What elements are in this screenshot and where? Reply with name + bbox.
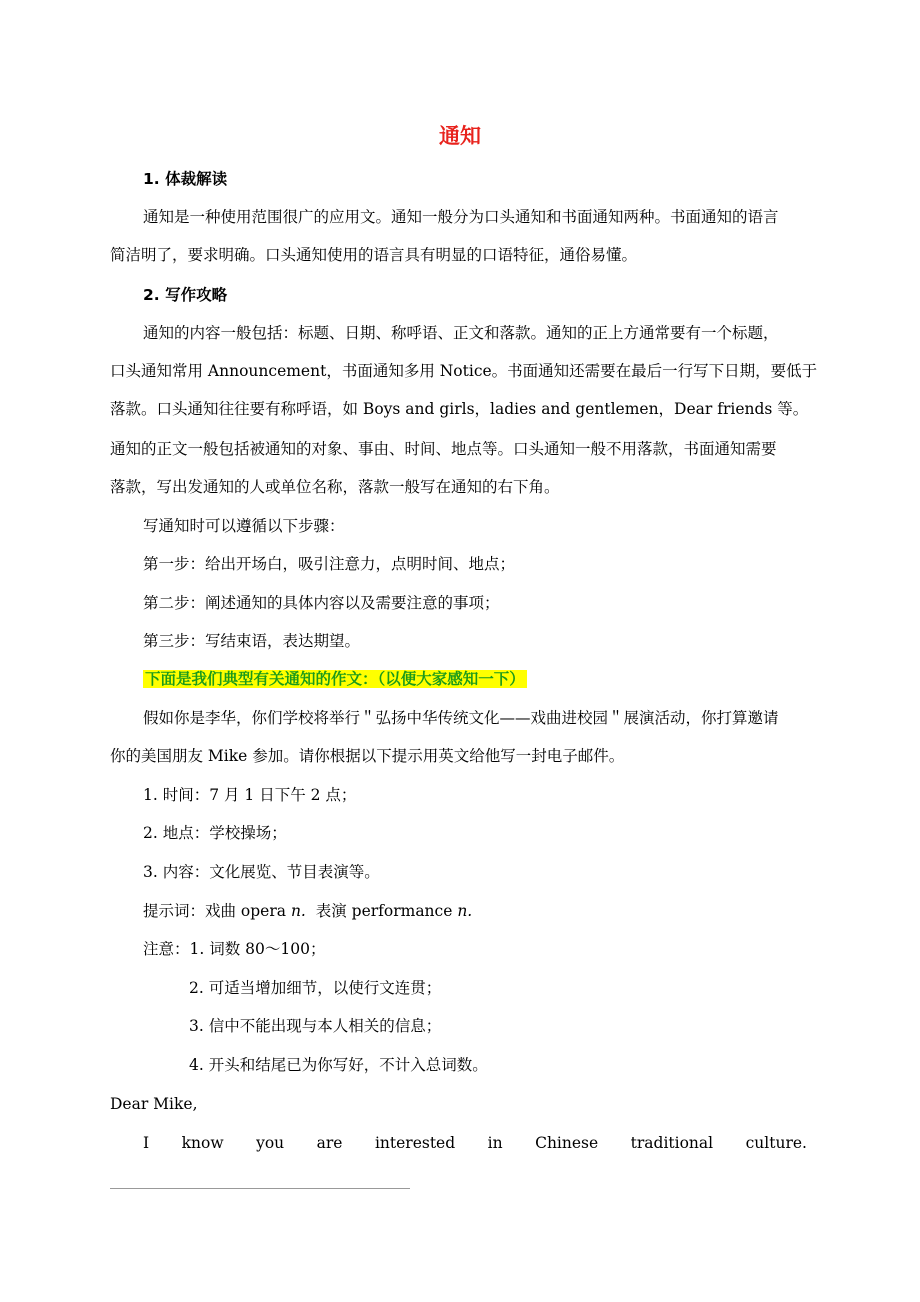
paragraph-line: 通知的内容一般包括：标题、日期、称呼语、正文和落款。通知的正上方通常要有一个标题， — [143, 324, 779, 342]
hint-prefix: 提示词：戏曲 opera — [143, 902, 291, 920]
task-point: 1. 时间：7 月 1 日下午 2 点； — [143, 786, 357, 804]
task-point: 2. 地点：学校操场； — [143, 824, 287, 842]
letter-word: know — [181, 1134, 224, 1152]
letter-word: traditional — [630, 1134, 714, 1152]
paragraph-line: 口头通知常用 Announcement，书面通知多用 Notice。书面通知还需要在最后一行写下日期，要低于 — [110, 362, 818, 380]
step-item: 第一步：给出开场白，吸引注意力，点明时间、地点； — [143, 555, 516, 573]
hint-mid: 表演 performance — [305, 902, 458, 920]
task-point: 3. 内容：文化展览、节目表演等。 — [143, 863, 380, 881]
paragraph-line: 落款。口头通知往往要有称呼语，如 Boys and girls，ladies and gentlemen，Dear friends 等。 — [110, 400, 809, 418]
letter-word: Chinese — [535, 1134, 599, 1152]
step-item: 第二步：阐述通知的具体内容以及需要注意的事项； — [143, 594, 500, 612]
letter-first-line — [143, 1132, 807, 1154]
letter-greeting: Dear Mike, — [110, 1095, 198, 1113]
steps-intro: 写通知时可以遵循以下步骤： — [143, 517, 345, 535]
letter-word: culture. — [745, 1134, 807, 1152]
footnote-divider — [110, 1188, 410, 1189]
step-item: 第三步：写结束语，表达期望。 — [143, 632, 361, 650]
section-heading-genre: 1. 体裁解读 — [143, 170, 228, 188]
hint-pos-noun: n. — [290, 902, 306, 920]
paragraph-line: 通知的正文一般包括被通知的对象、事由、时间、地点等。口头通知一般不用落款，书面通知需要 — [110, 440, 777, 458]
paragraph-line: 简洁明了，要求明确。口头通知使用的语言具有明显的口语特征，通俗易懂。 — [110, 246, 638, 264]
example-banner-text: 下面是我们典型有关通知的作文：（以便大家感知一下） — [145, 670, 525, 688]
hint-line — [143, 900, 472, 922]
letter-word: you — [256, 1134, 285, 1152]
letter-word: I — [143, 1134, 150, 1152]
task-line: 你的美国朋友 Mike 参加。请你根据以下提示用英文给他写一封电子邮件。 — [110, 747, 625, 765]
example-banner — [143, 668, 527, 690]
section-heading-strategy: 2. 写作攻略 — [143, 286, 228, 304]
note-item: 3. 信中不能出现与本人相关的信息； — [189, 1017, 442, 1035]
note-item: 4. 开头和结尾已为你写好，不计入总词数。 — [189, 1056, 488, 1074]
paragraph-line: 落款，写出发通知的人或单位名称，落款一般写在通知的右下角。 — [110, 478, 560, 496]
notes-first: 注意：1. 词数 80～100； — [143, 940, 326, 958]
task-line: 假如你是李华，你们学校将举行＂弘扬中华传统文化——戏曲进校园＂展演活动，你打算邀请 — [143, 709, 779, 727]
letter-word: interested — [374, 1134, 456, 1152]
letter-word: in — [487, 1134, 503, 1152]
page-title: 通知 — [439, 124, 481, 148]
letter-word: are — [316, 1134, 343, 1152]
note-item: 2. 可适当增加细节，以使行文连贯； — [189, 979, 442, 997]
hint-pos-noun: n. — [457, 902, 473, 920]
paragraph-line: 通知是一种使用范围很广的应用文。通知一般分为口头通知和书面通知两种。书面通知的语言 — [143, 208, 779, 226]
